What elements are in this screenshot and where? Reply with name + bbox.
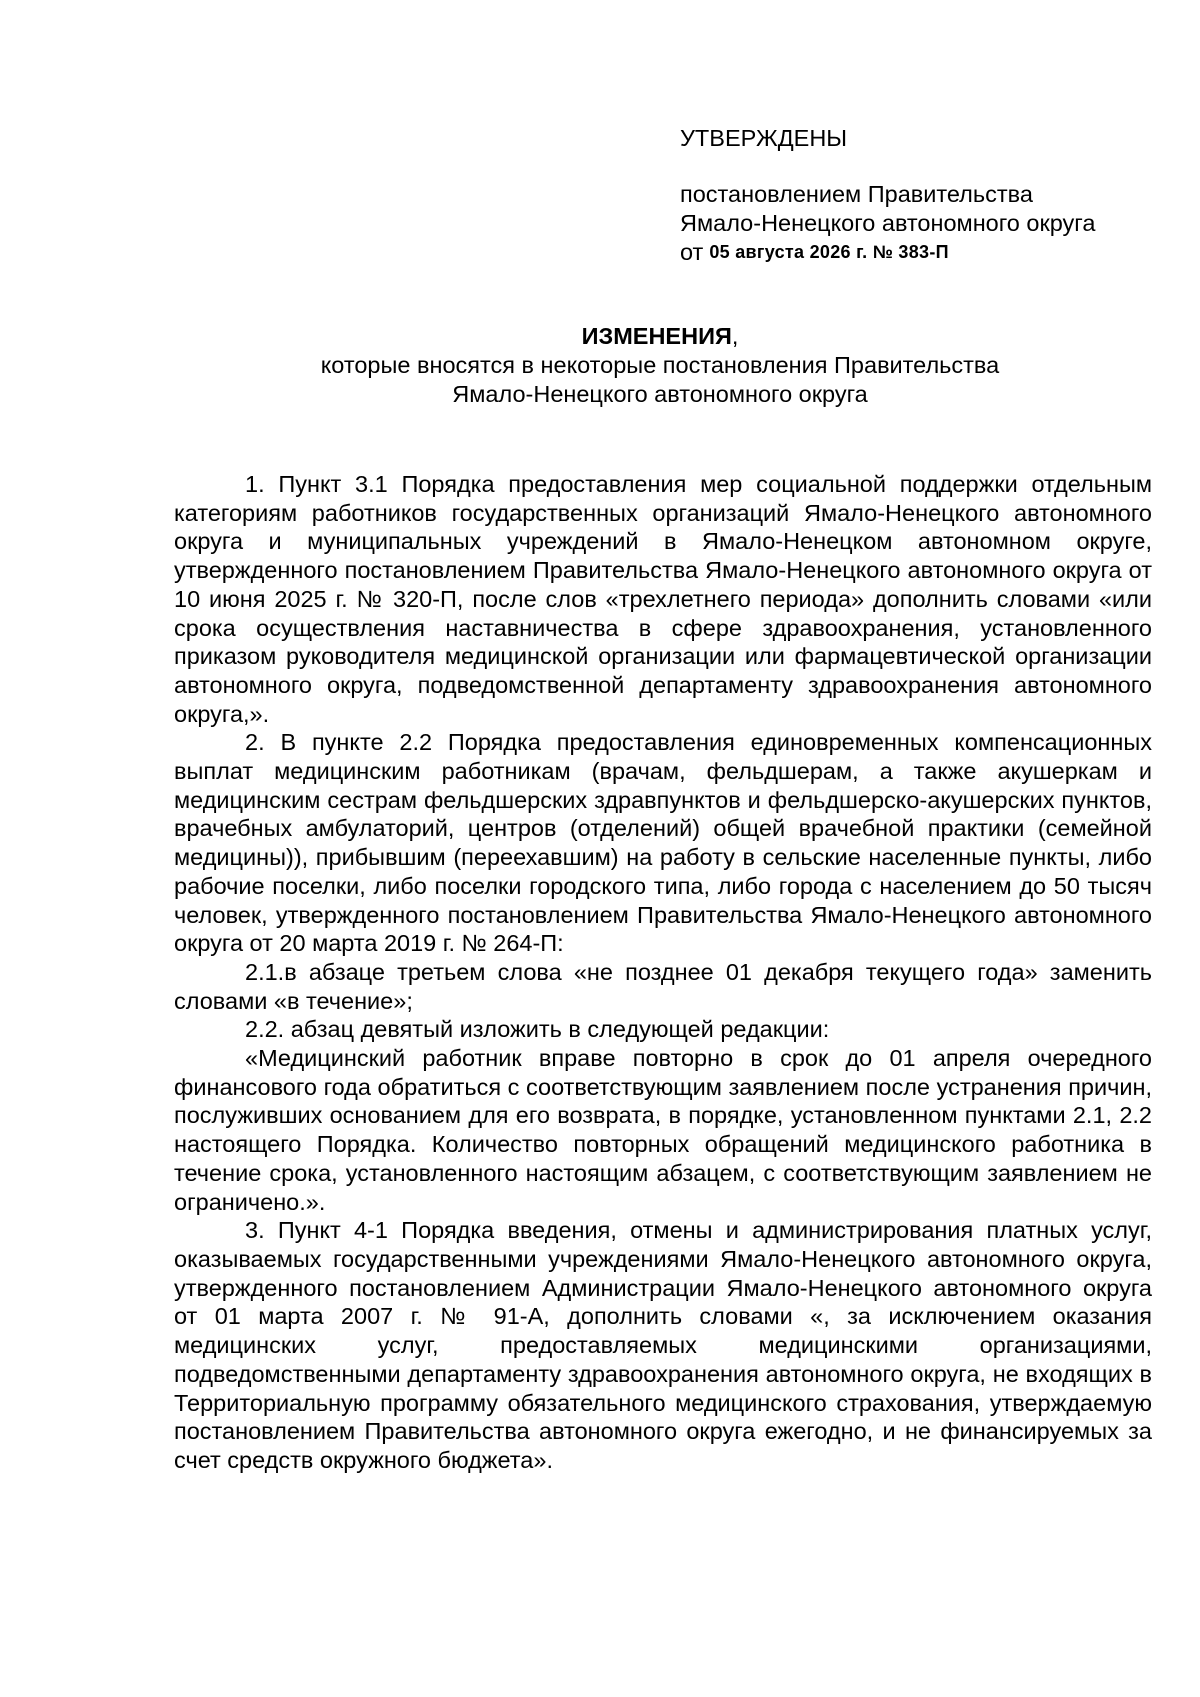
heading-subtitle-line-1: которые вносятся в некоторые постановления Правительства (320, 352, 1000, 378)
heading-title: ИЗМЕНЕНИЯ (581, 323, 732, 349)
approval-block (680, 124, 1160, 269)
paragraph-quote: «Медицинский работник вправе повторно в срок до 01 апреля очередного финансового года обратиться с соответствующим заявлением после устранения причин, послуживших основанием для его возврата, в порядке, установленном пунктами 2.1, 2.2 настоящего Порядка. Количество повторных обращений медицинского работника в течение срока, установленного настоящим абзацем, с соответствующим заявлением не ограничено.». (174, 1045, 1152, 1215)
approval-date-prefix: от (680, 239, 704, 265)
approval-line-1: постановлением Правительства (680, 181, 1033, 207)
heading-title-line (170, 322, 1150, 351)
approved-label: УТВЕРЖДЕНЫ (680, 125, 848, 151)
document-heading (170, 322, 1150, 409)
approval-line-2: Ямало-Ненецкого автономного округа (680, 210, 1096, 236)
approval-date-value: 05 августа 2026 г. № 383-П (709, 242, 949, 262)
paragraph-2: 2. В пункте 2.2 Порядка предоставления единовременных компенсационных выплат медицинским работникам (врачам, фельдшерам, а также акушеркам и медицинским сестрам фельдшерских здравпунктов и фельдшерско-акушерских пунктов, врачебных амбулаторий, центров (отделений) общей врачебной практики (семейной медицины)), прибывшим (переехавшим) на работу в сельские населенные пункты, либо рабочие поселки, либо поселки городского типа, либо города с населением до 50 тысяч человек, утвержденного постановлением Правительства Ямало-Ненецкого автономного округа от 20 марта 2019 г. № 264-П: (174, 729, 1152, 957)
approval-date-line (680, 238, 1160, 269)
paragraph-1: 1. Пункт 3.1 Порядка предоставления мер социальной поддержки отдельным категориям работников государственных организаций Ямало-Ненецкого автономного округа и муниципальных учреждений в Ямало-Ненецком автономном округе, утвержденного постановлением Правительства Ямало-Ненецкого автономного округа от 10 июня 2025 г. № 320-П, после слов «трехлетнего периода» дополнить словами «или срока осуществления наставничества в сфере здравоохранения, установленного приказом руководителя медицинской организации или фармацевтической организации автономного округа, подведомственной департаменту здравоохранения автономного округа,». (174, 471, 1152, 727)
document-body (174, 470, 1152, 1475)
heading-subtitle-line-2: Ямало-Ненецкого автономного округа (452, 381, 868, 407)
heading-title-comma: , (731, 323, 739, 349)
paragraph-3: 3. Пункт 4-1 Порядка введения, отмены и администрирования платных услуг, оказываемых государственными учреждениями Ямало-Ненецкого автономного округа, утвержденного постановлением Администрации Ямало-Ненецкого автономного округа от 01 марта 2007 г. № 91-А, дополнить словами «, за исключением оказания медицинских услуг, предоставляемых медицинскими организациями, подведомственными департаменту здравоохранения автономного округа, не входящих в Территориальную программу обязательного медицинского страхования, утверждаемую постановлением Правительства автономного округа ежегодно, и не финансируемых за счет средств окружного бюджета». (174, 1217, 1152, 1473)
paragraph-2-1: 2.1.в абзаце третьем слова «не позднее 01 декабря текущего года» заменить словами «в течение»; (174, 958, 1152, 1014)
paragraph-2-2: 2.2. абзац девятый изложить в следующей редакции: (245, 1016, 830, 1043)
